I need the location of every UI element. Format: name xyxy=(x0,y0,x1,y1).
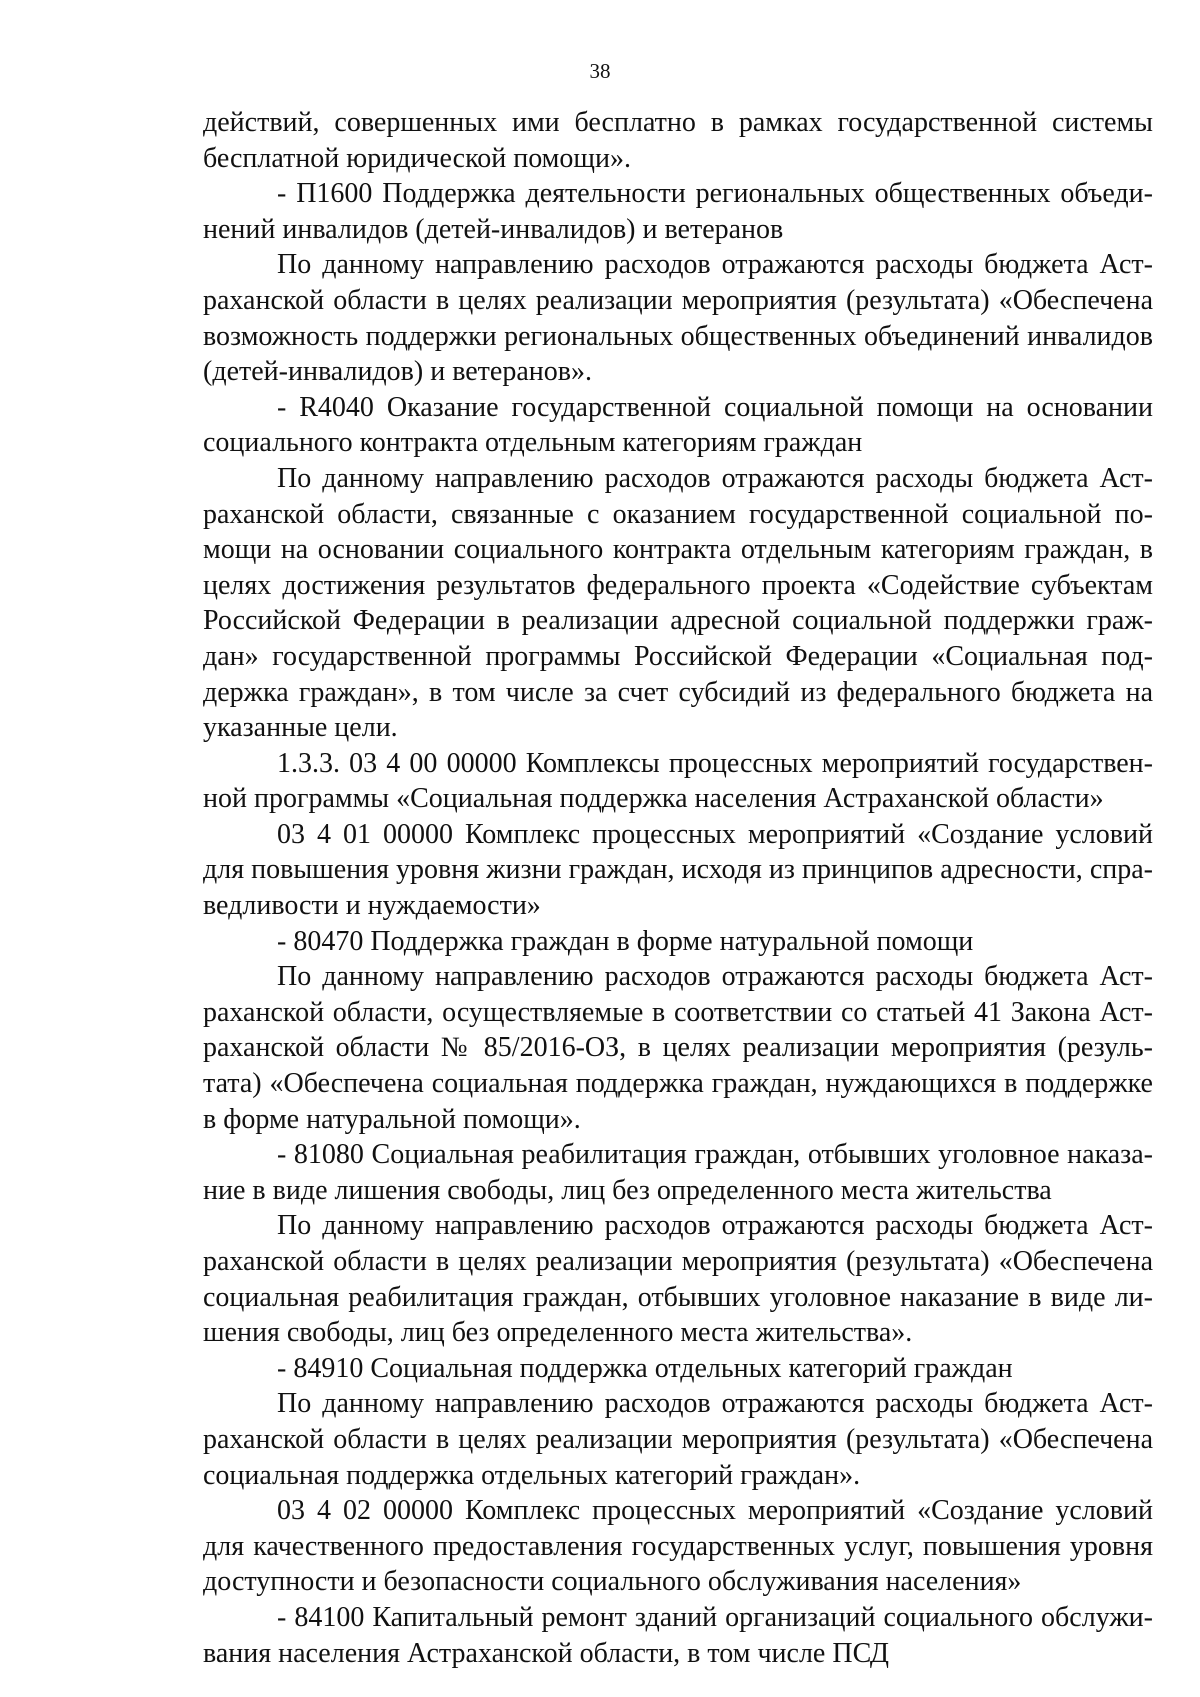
paragraph: 03 4 02 00000 Комплекс процессных мероприятий «Создание условий для качественного предоставления государственных услуг, повышения уровня доступности и безопасности социального обслуживания населения» xyxy=(203,1495,1153,1598)
paragraph: - 81080 Социальная реабилитация граждан, отбывших уголовное наказание в виде лишения свободы, лиц без определенного места жительства xyxy=(203,1139,1153,1206)
paragraph: - 80470 Поддержка граждан в форме натуральной помощи xyxy=(277,925,974,957)
paragraph: По данному направлению расходов отражаются расходы бюджета Астраханской области в целях реализации мероприятия (результата) «Обеспечена социальная поддержка отдельных категорий граждан». xyxy=(203,1388,1153,1491)
paragraph: По данному направлению расходов отражаются расходы бюджета Астраханской области в целях реализации мероприятия (результата) «Обеспечена возможность поддержки региональных общественных объединений инвалидов (детей-инвалидов) и ветеранов». xyxy=(203,249,1153,388)
paragraph: действий, совершенных ими бесплатно в рамках государственной системы бесплатной юридической помощи». xyxy=(203,107,1153,174)
paragraph: По данному направлению расходов отражаются расходы бюджета Астраханской области, связанные с оказанием государственной социальной помощи на основании социального контракта отдельным категориям граждан, в целях достижения результатов федерального проекта «Содействие субъектам Российской Федерации в реализации адресной социальной поддержки граждан» государственной программы Российской Федерации «Социальная поддержка граждан», в том числе за счет субсидий из федерального бюджета на указанные цели. xyxy=(203,462,1153,744)
paragraph: - 84100 Капитальный ремонт зданий организаций социального обслуживания населения Астраханской области, в том числе ПСД xyxy=(203,1601,1153,1669)
paragraph: 03 4 01 00000 Комплекс процессных мероприятий «Создание условий для повышения уровня жизни граждан, исходя из принципов адресности, справедливости и нуждаемости» xyxy=(203,818,1153,922)
paragraph: - 84910 Социальная поддержка отдельных категорий граждан xyxy=(277,1352,1013,1384)
paragraph: - R4040 Оказание государственной социальной помощи на основании социального контракта отдельным категориям граждан xyxy=(203,391,1153,459)
paragraph: - П1600 Поддержка деятельности региональных общественных объединений инвалидов (детей-инвалидов) и ветеранов xyxy=(203,178,1153,245)
document-body xyxy=(203,105,1153,1671)
page-number: 38 xyxy=(589,59,611,83)
paragraph: По данному направлению расходов отражаются расходы бюджета Астраханской области, осуществляемые в соответствии со статьей 41 Закона Астраханской области № 85/2016-ОЗ, в целях реализации мероприятия (результата) «Обеспечена социальная поддержка граждан, нуждающихся в поддержке в форме натуральной помощи». xyxy=(203,961,1153,1135)
paragraph: По данному направлению расходов отражаются расходы бюджета Астраханской области в целях реализации мероприятия (результата) «Обеспечена социальная реабилитация граждан, отбывших уголовное наказание в виде лишения свободы, лиц без определенного места жительства». xyxy=(203,1210,1153,1349)
paragraph: 1.3.3. 03 4 00 00000 Комплексы процессных мероприятий государственной программы «Социальная поддержка населения Астраханской области» xyxy=(203,747,1153,815)
